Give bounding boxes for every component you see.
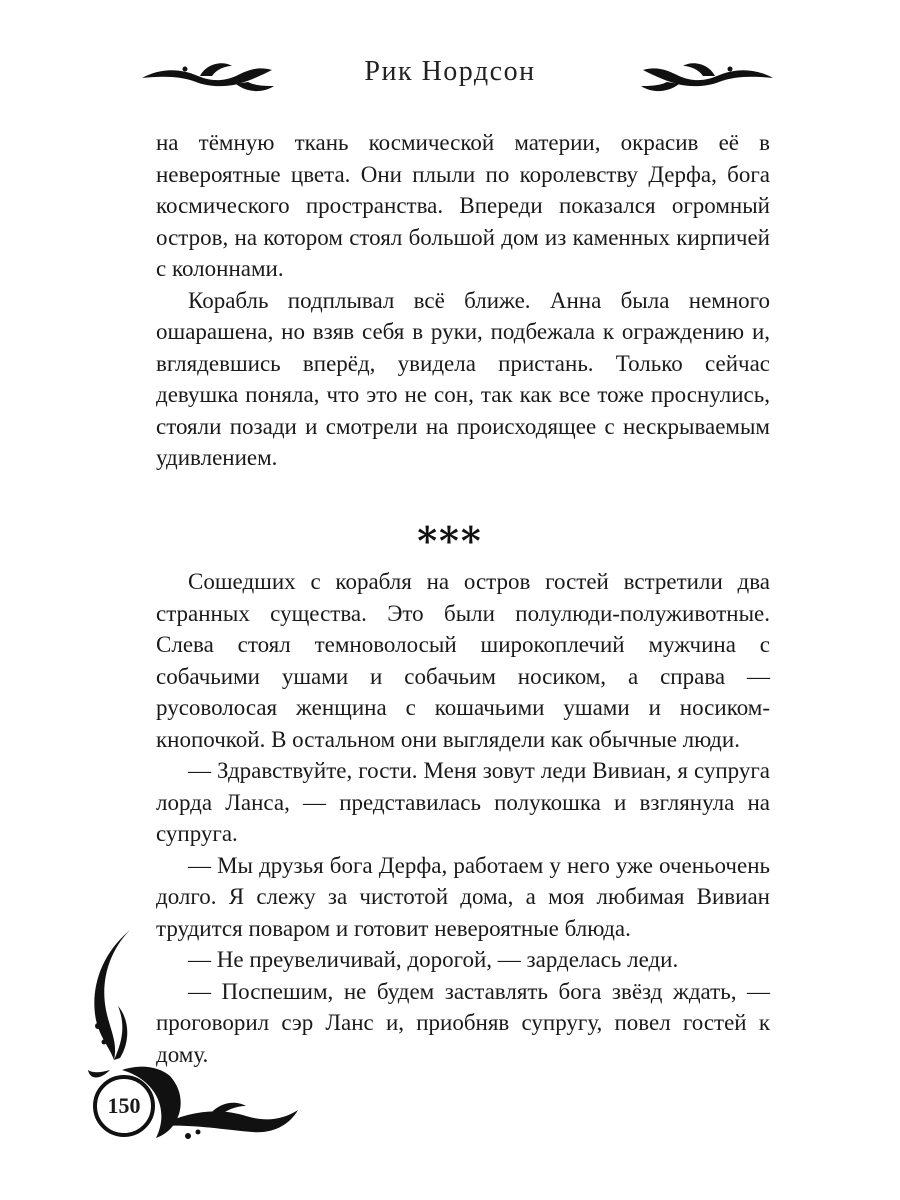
dialogue-line-3: — Не преувеличивай, дорогой, — зарделась леди. [188, 947, 679, 972]
dialogue-line-1: — Здравствуйте, гости. Меня зовут леди Вивиан, я супруга лорда Ланса, — представилась полукошка и взглянула на супруга. [156, 758, 770, 846]
paragraph-2: Корабль подплывал всё ближе. Анна была немного ошарашена, но взяв себя в руки, подбежала к ограждению и, вглядевшись вперёд, увидела пристань. Только сейчас девушка поняла, что это не сон, так как все тоже проснулись, стояли позади и смотрели на происходящее с нескрываемым удивлением. [156, 287, 770, 470]
page-number: 150 [93, 1075, 155, 1137]
dialogue-line-4: — Поспешим, не будем заставлять бога звёзд ждать, — проговорил сэр Ланс и, приобняв супругу, повел гостей к дому. [156, 978, 770, 1067]
running-header-author: Рик Нордсон [364, 56, 536, 87]
scene-separator: *** [417, 518, 483, 563]
dialogue-line-2: — Мы друзья бога Дерфа, работаем у него уже оченьочень долго. Я слежу за чистотой дома, а моя любимая Вивиан трудится поваром и готовит невероятные блюда. [156, 852, 770, 941]
text-section-1 [156, 127, 770, 474]
header-ornament-right [635, 56, 775, 100]
paragraph-1: на тёмную ткань космической материи, окрасив её в невероятные цвета. Они плыли по королевству Дерфа, бога космического пространства. Впереди показался огромный остров, на котором стоял большой дом из каменных кирпичей с колоннами. [156, 130, 770, 281]
paragraph-3: Сошедших с корабля на остров гостей встретили два странных существа. Это были полулюди-полуживотные. Слева стоял темноволосый широкоплечий мужчина с собачьими ушами и собачьим носиком, а справа — русоволосая женщина с кошачьими ушами и носиком-кнопочкой. В остальном они выглядели как обычные люди. [156, 569, 770, 752]
